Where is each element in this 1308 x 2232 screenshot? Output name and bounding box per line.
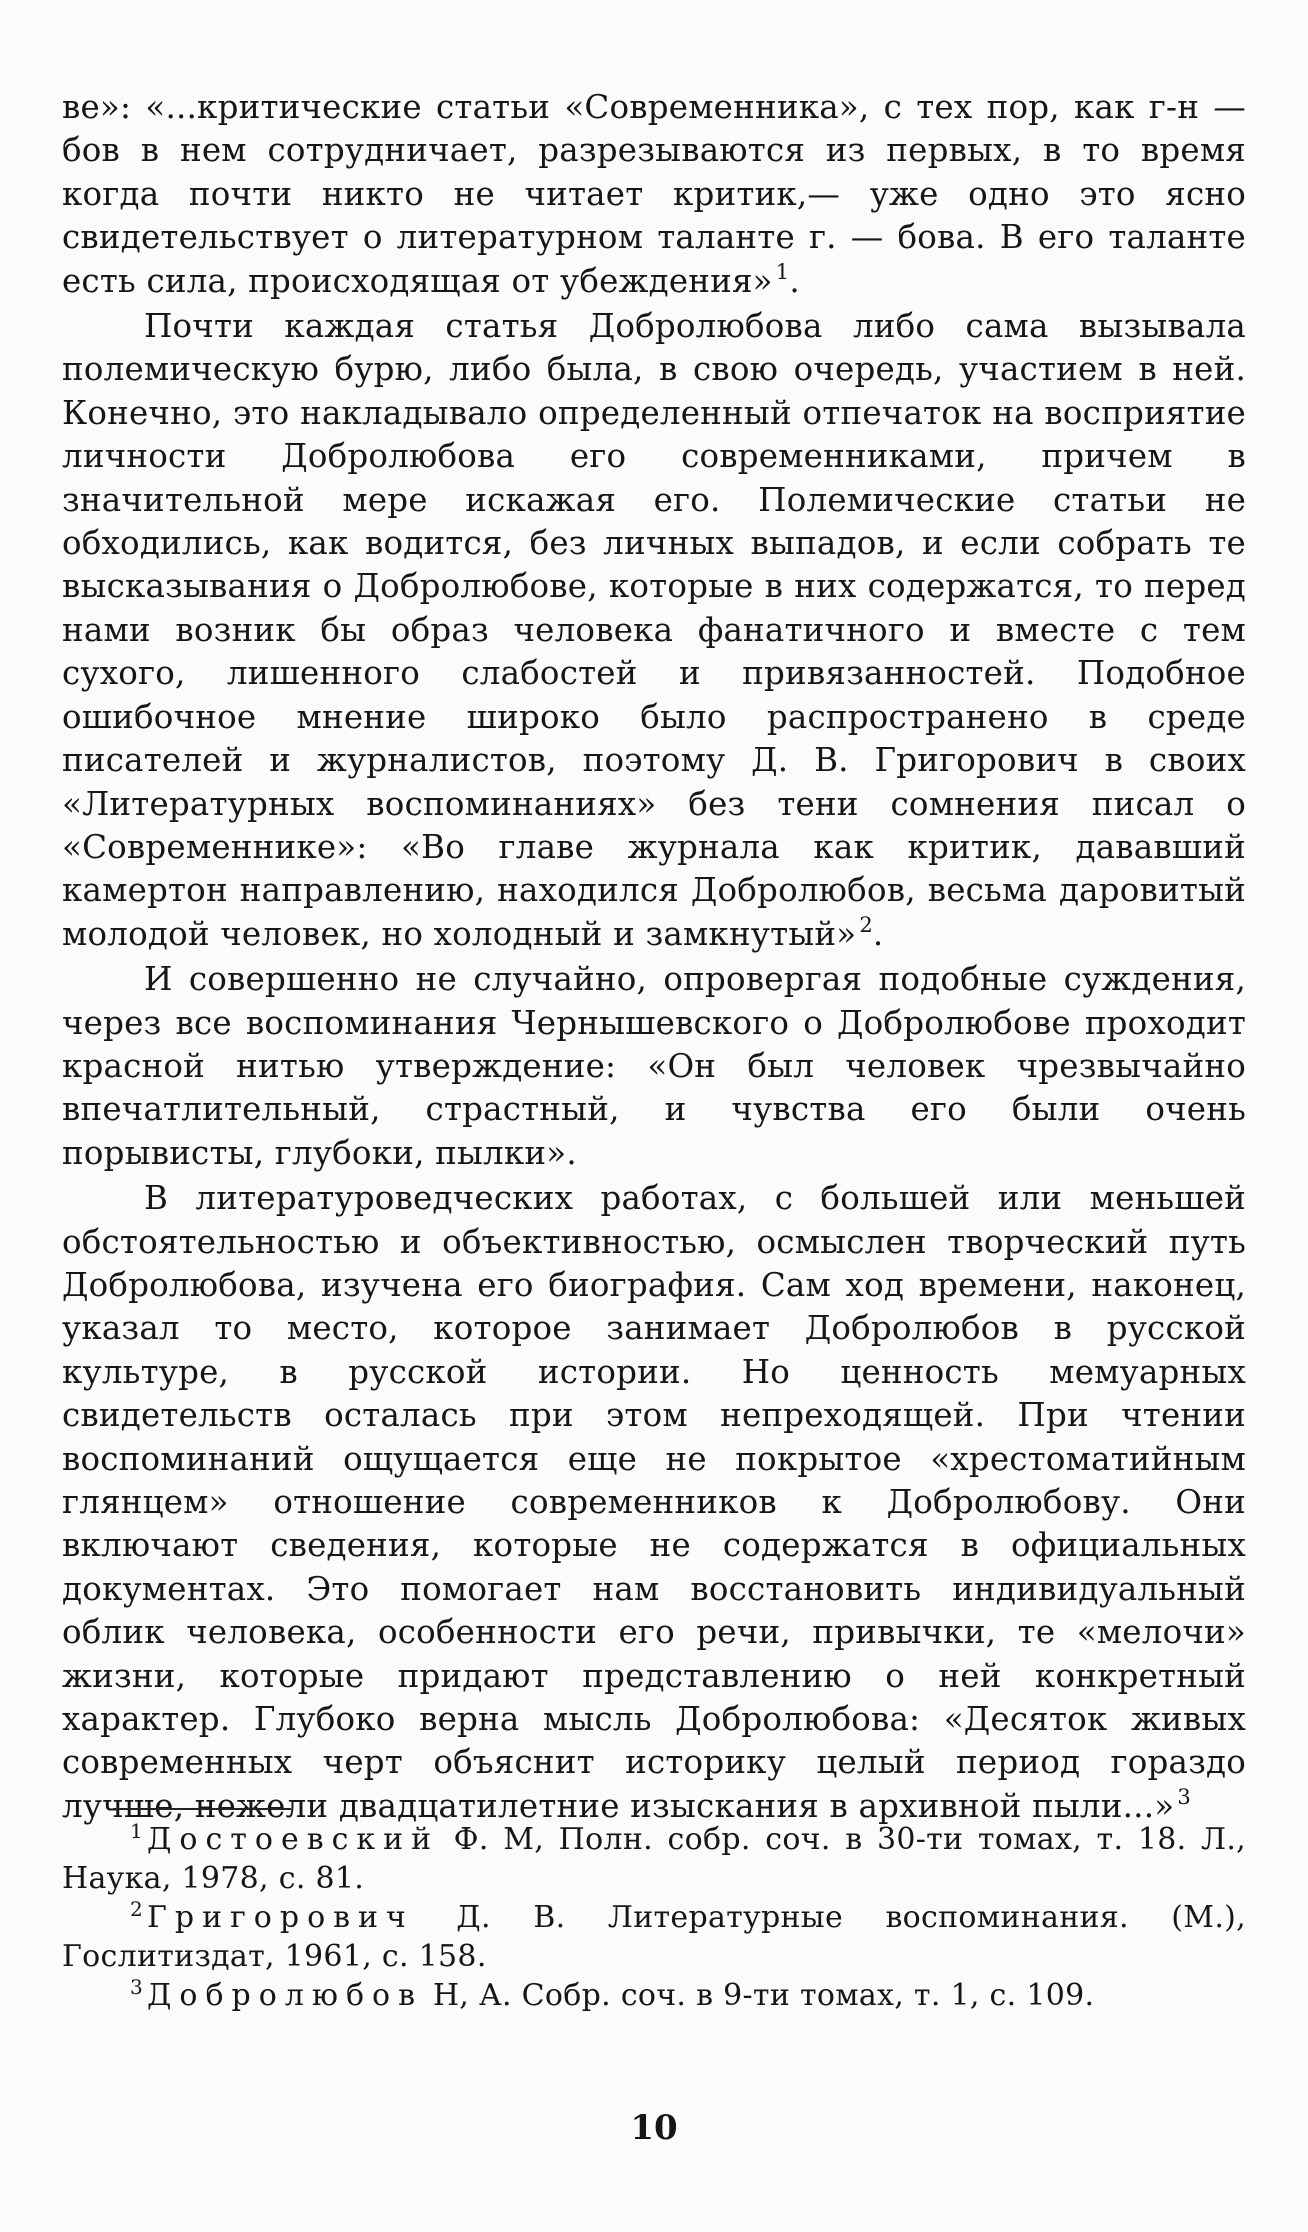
footnote-mark: 1 (130, 1819, 144, 1843)
footnote-1 (62, 1820, 1246, 1898)
footnote-mark: 2 (130, 1897, 144, 1921)
footnote-ref: 1 (775, 259, 790, 284)
footnote-author: Григорович (147, 1900, 414, 1935)
footnote-text: Н, А. Собр. соч. в 9-ти томах, т. 1, с. 109. (423, 1978, 1095, 2013)
main-text (62, 86, 1246, 1828)
paragraph-tail: . (872, 914, 884, 953)
paragraph-1: ве»: «...критические статьи «Современника», с тех пор, как г-н — бов в нем сотрудничает, разрезываются из первых, в то время когда почти никто не читает критик,— уже одно это ясно свидетельствует о литературном таланте г. — бова. В его таланте есть сила, происходящая от убеждения» $^1$. (62, 88, 1246, 300)
footnote-3 (62, 1976, 1246, 2015)
paragraph-text: В литературоведческих работах, с большей или меньшей обстоятельностью и объективностью, осмыслен творческий путь Добролюбова, изучена его биография. Сам ход времени, наконец, указал то место, которое занимает Добролюбов в русской культуре, в русской истории. Но ценность мемуарных свидетельств осталась при этом непреходящей. При чтении воспоминаний ощущается еще не покрытое «хрестоматийным глянцем» отношение современников к Добролюбову. Они включают сведения, которые не содержатся в официальных документах. Это помогает нам восстановить индивидуальный облик человека, особенности его речи, привычки, те «мелочи» жизни, которые придают представлению о ней конкретный характер. Глубоко верна мысль Добролюбова: «Десяток живых современных черт объяснит историку целый период гораздо лучше, нежели двадцатилетние изыскания в архивной пыли...» (62, 1179, 1246, 1825)
paragraph-text: И совершенно не случайно, опровергая подобные суждения, через все воспоминания Чернышевского о Добролюбове проходит красной нитью утверждение: «Он был человек чрезвычайно впечатлительный, страстный, и чувства его были очень порывисты, глубоки, пылки». (62, 960, 1246, 1172)
footnote-text: Ф. М, Полн. собр. соч. в 30-ти томах, т. 18. Л., Наука, 1978, с. 81. (62, 1822, 1246, 1896)
footnotes (62, 1820, 1246, 2015)
footnote-ref: 2 (859, 912, 873, 937)
paragraph-text: ве»: «...критические статьи «Современника», с тех пор, как г-н — бов в нем сотрудничает, разрезываются из первых, в то время когда почти никто не читает критик,— уже одно это ясно свидетельствует о литературном таланте г. — бова. В его таланте есть сила, происходящая от убеждения» (62, 88, 1246, 300)
paragraph-text: Почти каждая статья Добролюбова либо сама вызывала полемическую бурю, либо была, в свою очередь, участием в ней. Конечно, это накладывало определенный отпечаток на восприятие личности Добролюбова его современниками, причем в значительной мере искажая его. Полемические статьи не обходились, как водится, без личных выпадов, и если собрать те высказывания о Добролюбове, которые в них содержатся, то перед нами возник бы образ человека фанатичного и вместе с тем сухого, лишенного слабостей и привязанностей. Подобное ошибочное мнение широко было распространено в среде писателей и журналистов, поэтому Д. В. Григорович в своих «Литературных воспоминаниях» без тени сомнения писал о «Современнике»: «Во главе журнала как критик, дававший камертон направлению, находился Добролюбов, весьма даровитый молодой человек, но холодный и замкнутый» (62, 307, 1246, 953)
footnote-mark: 3 (130, 1975, 144, 1999)
footnote-text: Д. В. Литературные воспоминания. (М.), Гослитиздат, 1961, с. 158. (62, 1900, 1246, 1974)
paragraph-4 (62, 1177, 1246, 1828)
footnote-author: Добролюбов (147, 1978, 423, 2013)
footnote-2 (62, 1898, 1246, 1976)
footnote-ref: 3 (1177, 1784, 1191, 1809)
footnote-divider (113, 1808, 291, 1810)
paragraph-2 (62, 305, 1246, 956)
footnote-author: Достоевский (147, 1822, 440, 1857)
paragraph-3 (62, 958, 1246, 1175)
page-number: 10 (630, 2108, 678, 2148)
